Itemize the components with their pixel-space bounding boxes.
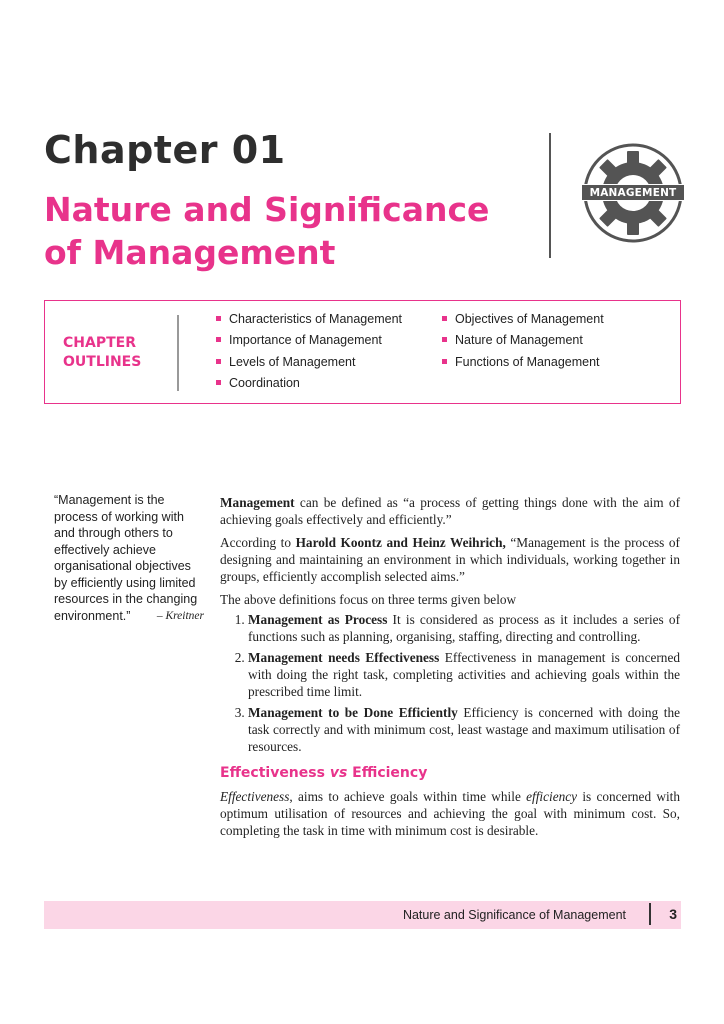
terms-list: [220, 611, 680, 755]
definition-paragraph: Management can be defined as “a process of getting things done with the aim of achieving goals effectively and efficiently.”: [220, 495, 680, 527]
outline-heading-line2: OUTLINES: [63, 354, 142, 370]
outline-item: Importance of Management: [216, 333, 382, 347]
quote-text: “Management is the process of working with and through others to effectively achieve organisational objectives by efficiently using limited resources in the changing environment.”: [54, 493, 198, 623]
bullet-icon: [216, 316, 221, 321]
outline-item: Characteristics of Management: [216, 312, 402, 326]
outline-heading: [63, 334, 141, 372]
chapter-label: Chapter 01: [44, 128, 286, 172]
bullet-icon: [442, 359, 447, 364]
chapter-outline-box: [44, 300, 681, 404]
outline-item: Objectives of Management: [442, 312, 604, 326]
bullet-icon: [442, 337, 447, 342]
header-divider: [549, 133, 551, 258]
body-text: [220, 494, 680, 845]
effectiveness-paragraph: Effectiveness, aims to achieve goals within time while efficiency is concerned with optimum utilisation of resources and achieving the goal with minimum cost. So, completing the task in time with minimum cost is desirable.: [220, 789, 680, 838]
footer-band: [44, 901, 681, 929]
footer-title: Nature and Significance of Management: [402, 908, 626, 922]
list-item: 2. Management needs Effectiveness Effectiveness in management is concerned with doing the right task, completing activities and achieving goals within the prescribed time limit.: [248, 649, 680, 700]
chapter-title: Nature and Significance of Management: [44, 190, 490, 272]
outline-heading-line1: CHAPTER: [63, 335, 136, 351]
bullet-icon: [216, 380, 221, 385]
list-item: 1. Management as Process It is considered as process as it includes a series of functions such as planning, organising, staffing, directing and controlling.: [248, 611, 680, 645]
outline-item: Levels of Management: [216, 355, 355, 369]
bullet-icon: [216, 337, 221, 342]
page-number: 3: [669, 906, 677, 922]
logo-caption: MANAGEMENT: [581, 184, 685, 201]
outline-item: Coordination: [216, 376, 300, 390]
margin-quote: [54, 492, 204, 624]
bullet-icon: [442, 316, 447, 321]
bullet-icon: [216, 359, 221, 364]
quote-author: – Kreitner: [156, 609, 204, 622]
section-heading: Effectiveness vs Efficiency: [220, 765, 428, 781]
outline-item: Functions of Management: [442, 355, 600, 369]
footer-divider: [649, 903, 651, 925]
terms-intro: The above definitions focus on three terms given below: [220, 592, 517, 607]
outline-divider: [177, 315, 179, 391]
list-item: 3. Management to be Done Efficiently Efficiency is concerned with doing the task correctly and with minimum cost, least wastage and maximum utilisation of resources.: [248, 704, 680, 755]
koontz-paragraph: According to Harold Koontz and Heinz Weihrich, “Management is the process of designing and maintaining an environment in which individuals, working together in groups, efficiently accomplish selected aims.”: [220, 535, 680, 584]
outline-item: Nature of Management: [442, 333, 583, 347]
